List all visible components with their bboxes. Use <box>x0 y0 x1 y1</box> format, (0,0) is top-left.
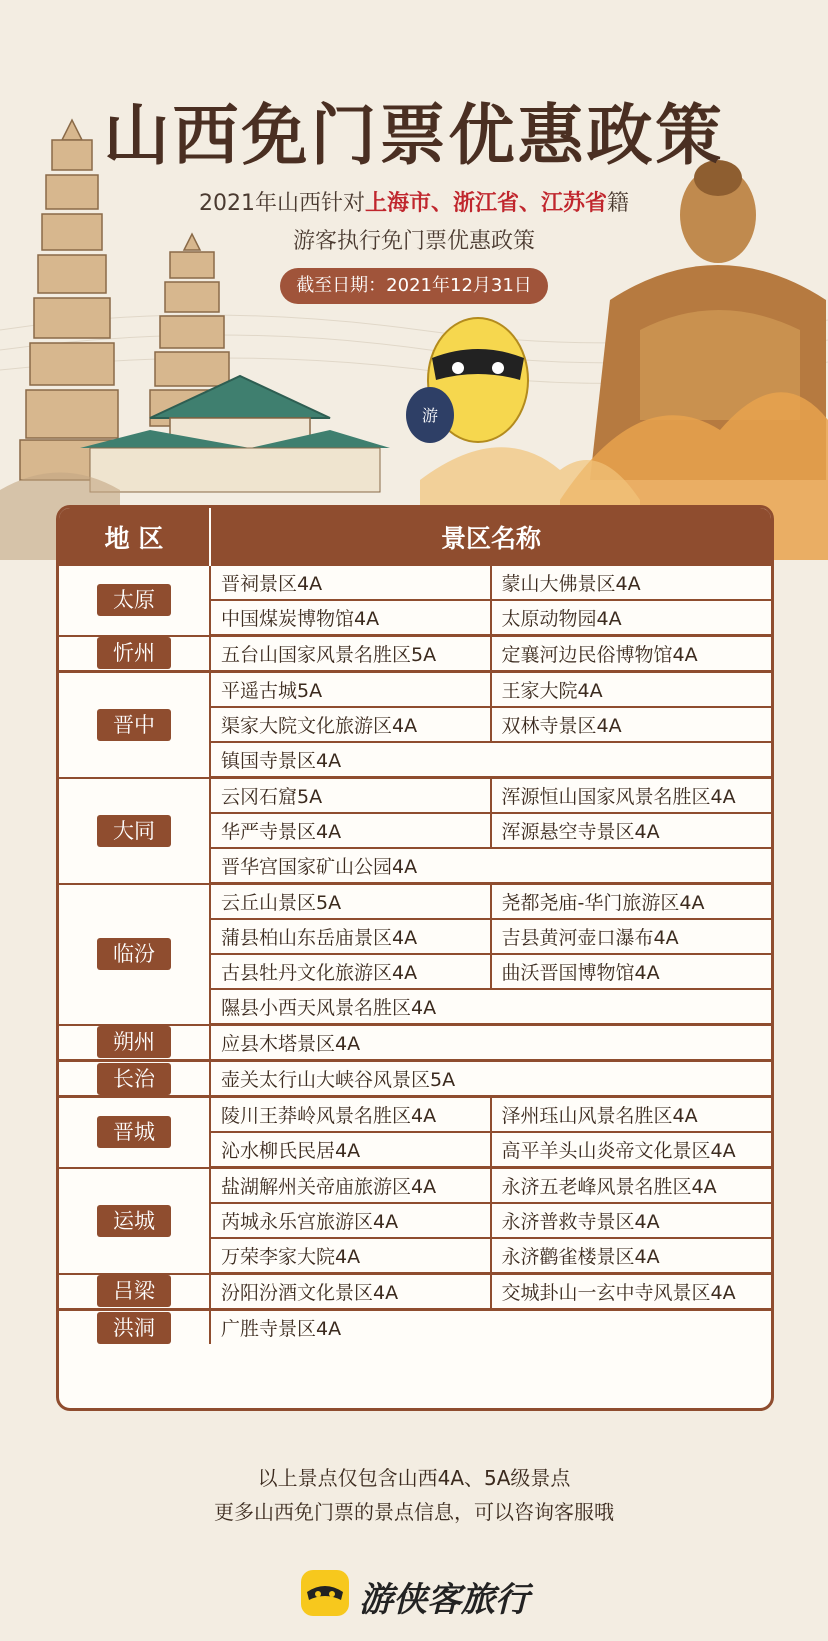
region-tag: 大同 <box>97 815 171 847</box>
spot-cell: 浑源恒山国家风景名胜区4A <box>491 778 772 814</box>
region-cell <box>59 1061 210 1097</box>
region-tag: 晋城 <box>97 1116 171 1148</box>
spot-cell: 沁水柳氏民居4A <box>210 1132 491 1168</box>
spot-cell: 双林寺景区4A <box>491 707 772 742</box>
spot-cell: 古县牡丹文化旅游区4A <box>210 954 491 989</box>
spot-cell: 隰县小西天风景名胜区4A <box>210 989 771 1025</box>
region-tag: 长治 <box>97 1063 171 1095</box>
deadline-badge: 截至日期：2021年12月31日 <box>280 268 548 304</box>
spot-cell: 尧都尧庙-华门旅游区4A <box>491 884 772 920</box>
policy-table-container <box>56 505 774 1411</box>
region-cell <box>59 1025 210 1061</box>
spot-cell: 太原动物园4A <box>491 600 772 636</box>
table-row <box>59 884 771 920</box>
region-tag: 太原 <box>97 584 171 616</box>
policy-table <box>59 508 771 1344</box>
region-cell <box>59 778 210 884</box>
subtitle-line-1 <box>0 186 828 217</box>
table-row <box>59 1274 771 1310</box>
temple-icon <box>80 376 390 492</box>
table-row <box>59 1025 771 1061</box>
subtitle-suffix: 籍 <box>607 191 630 216</box>
mascot-icon <box>406 318 528 443</box>
spot-cell: 蒙山大佛景区4A <box>491 566 772 600</box>
subtitle-highlight: 上海市、浙江省、江苏省 <box>364 191 607 216</box>
subtitle-line-2: 游客执行免门票优惠政策 <box>292 229 535 254</box>
spot-cell: 永济鹳雀楼景区4A <box>491 1238 772 1274</box>
table-header-row <box>59 508 771 566</box>
region-tag: 忻州 <box>97 637 171 669</box>
table-row <box>59 636 771 672</box>
footnote-line-1: 以上景点仅包含山西4A、5A级景点 <box>257 1466 571 1490</box>
spot-cell: 应县木塔景区4A <box>210 1025 771 1061</box>
region-cell <box>59 1274 210 1310</box>
spot-cell: 交城卦山一玄中寺风景区4A <box>491 1274 772 1310</box>
region-tag: 朔州 <box>97 1026 171 1058</box>
spot-cell: 陵川王莽岭风景名胜区4A <box>210 1097 491 1133</box>
spot-cell: 镇国寺景区4A <box>210 742 771 778</box>
table-row <box>59 566 771 600</box>
spot-cell: 华严寺景区4A <box>210 813 491 848</box>
table-row <box>59 778 771 814</box>
spot-cell: 中国煤炭博物馆4A <box>210 600 491 636</box>
region-tag: 运城 <box>97 1205 171 1237</box>
table-row <box>59 1168 771 1204</box>
region-cell <box>59 566 210 636</box>
table-body <box>59 566 771 1344</box>
region-cell <box>59 672 210 778</box>
region-cell <box>59 1097 210 1168</box>
spot-cell: 曲沃晋国博物馆4A <box>491 954 772 989</box>
spot-cell: 渠家大院文化旅游区4A <box>210 707 491 742</box>
page-title: 山西免门票优惠政策 <box>103 96 725 174</box>
spot-cell: 晋华宫国家矿山公园4A <box>210 848 771 884</box>
region-cell <box>59 884 210 1025</box>
spot-cell: 蒲县柏山东岳庙景区4A <box>210 919 491 954</box>
region-cell <box>59 636 210 672</box>
region-tag: 临汾 <box>97 938 171 970</box>
spot-cell: 万荣李家大院4A <box>210 1238 491 1274</box>
table-row <box>59 1310 771 1345</box>
spot-cell: 王家大院4A <box>491 672 772 708</box>
region-cell <box>59 1310 210 1345</box>
spot-cell: 盐湖解州关帝庙旅游区4A <box>210 1168 491 1204</box>
spot-cell: 浑源悬空寺景区4A <box>491 813 772 848</box>
spot-cell: 云冈石窟5A <box>210 778 491 814</box>
spot-cell: 广胜寺景区4A <box>221 1318 342 1340</box>
spot-cell: 云丘山景区5A <box>210 884 491 920</box>
footnote-line-2: 更多山西免门票的景点信息，可以咨询客服哦 <box>214 1500 614 1524</box>
region-cell <box>59 1168 210 1274</box>
header-spots: 景区名称 <box>210 508 771 566</box>
spot-cell: 高平羊头山炎帝文化景区4A <box>491 1132 772 1168</box>
header-region: 地 区 <box>59 508 210 566</box>
spot-cell: 汾阳汾酒文化景区4A <box>210 1274 491 1310</box>
spot-cell: 平遥古城5A <box>210 672 491 708</box>
region-tag: 洪洞 <box>97 1312 171 1344</box>
table-row <box>59 672 771 708</box>
spot-cell: 芮城永乐宫旅游区4A <box>210 1203 491 1238</box>
spot-cell: 吉县黄河壶口瀑布4A <box>491 919 772 954</box>
spot-cell: 壶关太行山大峡谷风景区5A <box>210 1061 771 1097</box>
spot-cell: 五台山国家风景名胜区5A <box>210 636 491 672</box>
subtitle-prefix: 2021年山西针对 <box>198 191 365 216</box>
region-tag: 晋中 <box>97 709 171 741</box>
spot-cell: 永济五老峰风景名胜区4A <box>491 1168 772 1204</box>
yellow-mask-logo-icon <box>299 1568 351 1618</box>
spot-cell: 定襄河边民俗博物馆4A <box>491 636 772 672</box>
spot-cell: 晋祠景区4A <box>210 566 491 600</box>
table-row <box>59 1061 771 1097</box>
spot-cell: 永济普救寺景区4A <box>491 1203 772 1238</box>
mascot-badge: 游 <box>421 406 439 425</box>
table-row <box>59 1097 771 1133</box>
region-tag: 吕梁 <box>97 1275 171 1307</box>
brand-name: 游侠客旅行 <box>359 1580 529 1620</box>
spot-cell: 泽州珏山风景名胜区4A <box>491 1097 772 1133</box>
